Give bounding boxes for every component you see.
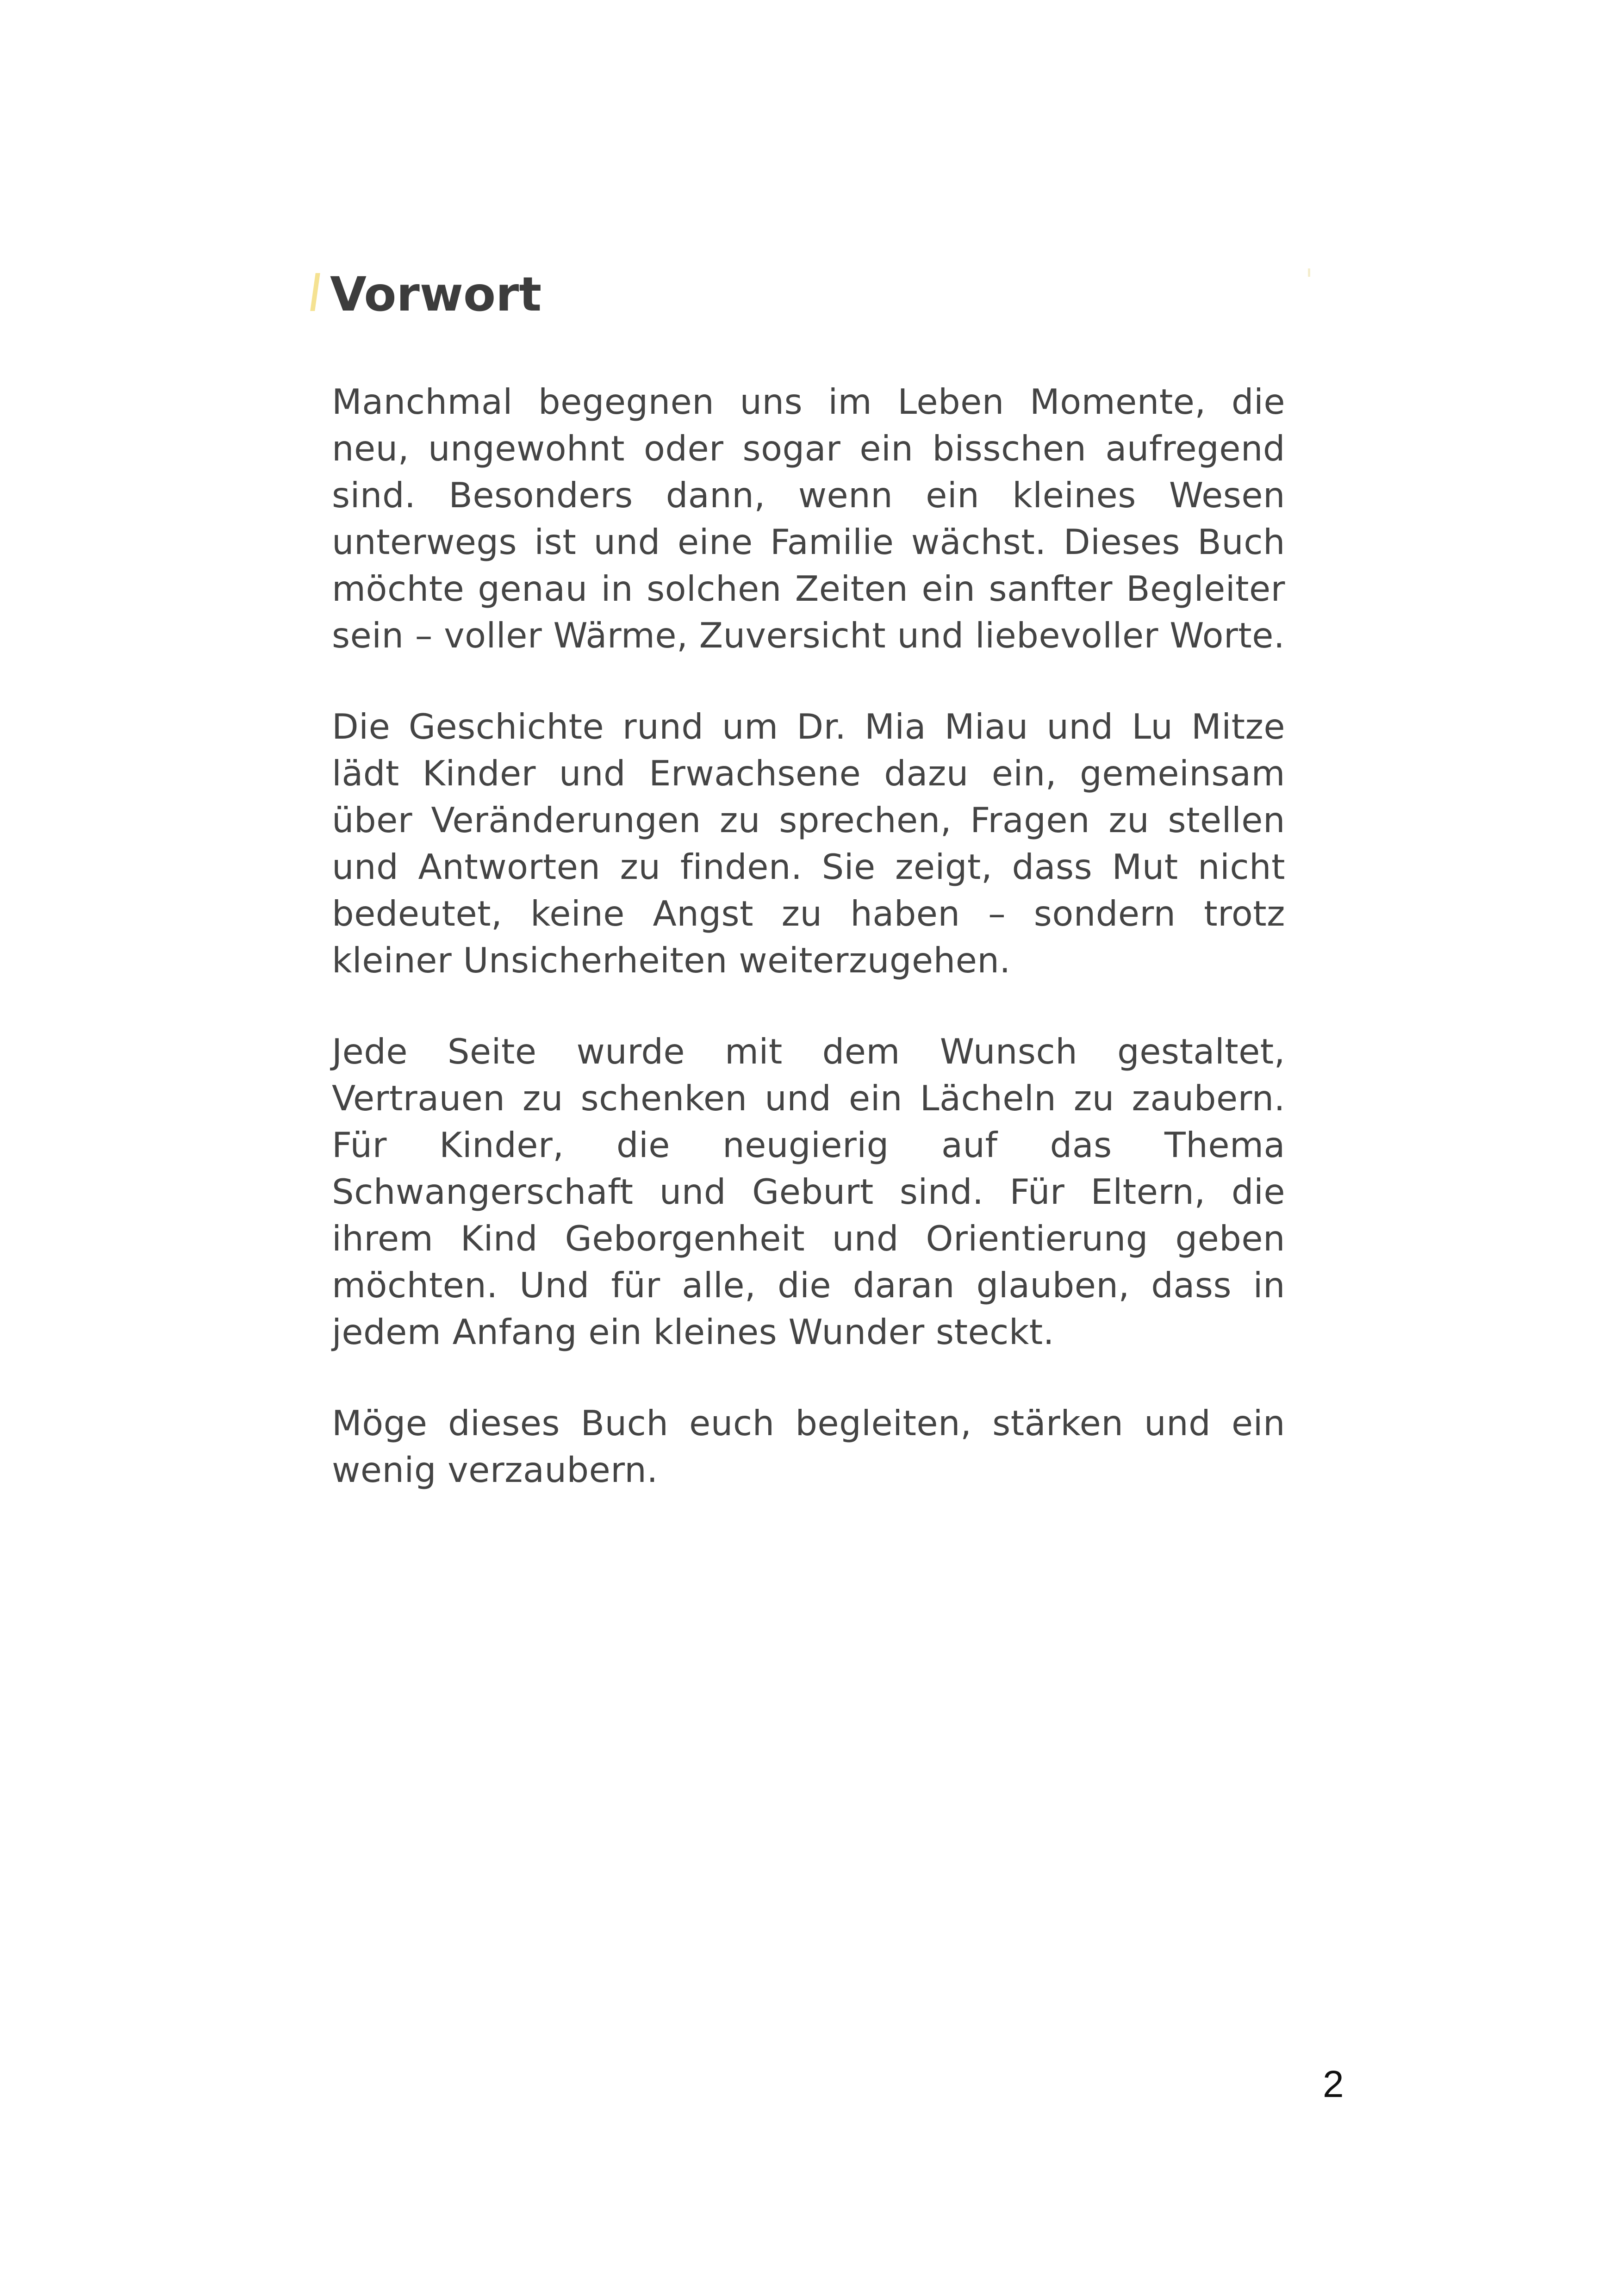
paragraph-1: Manchmal begegnen uns im Leben Momente, die neu, ungewohnt oder sogar ein bisschen aufregend sind. Besonders dann, wenn ein kleines Wesen unterwegs ist und eine Familie wächst. Dieses Buch möchte genau in solchen Zeiten ein sanfter Begleiter sein – voller Wärme, Zuversicht und liebevoller Worte. bbox=[332, 381, 1285, 656]
page-number: 2 bbox=[1323, 2063, 1344, 2105]
page-title: Vorwort bbox=[330, 267, 542, 322]
accent-mark bbox=[310, 273, 320, 311]
paragraph-4: Möge dieses Buch euch begleiten, stärken und ein wenig verzaubern. bbox=[332, 1403, 1285, 1490]
paragraph-2: Die Geschichte rund um Dr. Mia Miau und Lu Mitze lädt Kinder und Erwachsene dazu ein, gemeinsam über Veränderungen zu sprechen, Fragen zu stellen und Antworten zu finden. Sie zeigt, dass Mut nicht bedeutet, keine Angst zu haben – sondern trotz kleiner Unsicherheiten weiterzugehen. bbox=[332, 706, 1285, 981]
decorative-speck bbox=[1308, 268, 1310, 277]
paragraph-3: Jede Seite wurde mit dem Wunsch gestaltet, Vertrauen zu schenken und ein Lächeln zu zaubern. Für Kinder, die neugierig auf das Thema Schwangerschaft und Geburt sind. Für Eltern, die ihrem Kind Geborgenheit und Orientierung geben möchten. Und für alle, die daran glauben, dass in jedem Anfang ein kleines Wunder steckt. bbox=[332, 1031, 1285, 1352]
foreword-body bbox=[332, 379, 1285, 1493]
